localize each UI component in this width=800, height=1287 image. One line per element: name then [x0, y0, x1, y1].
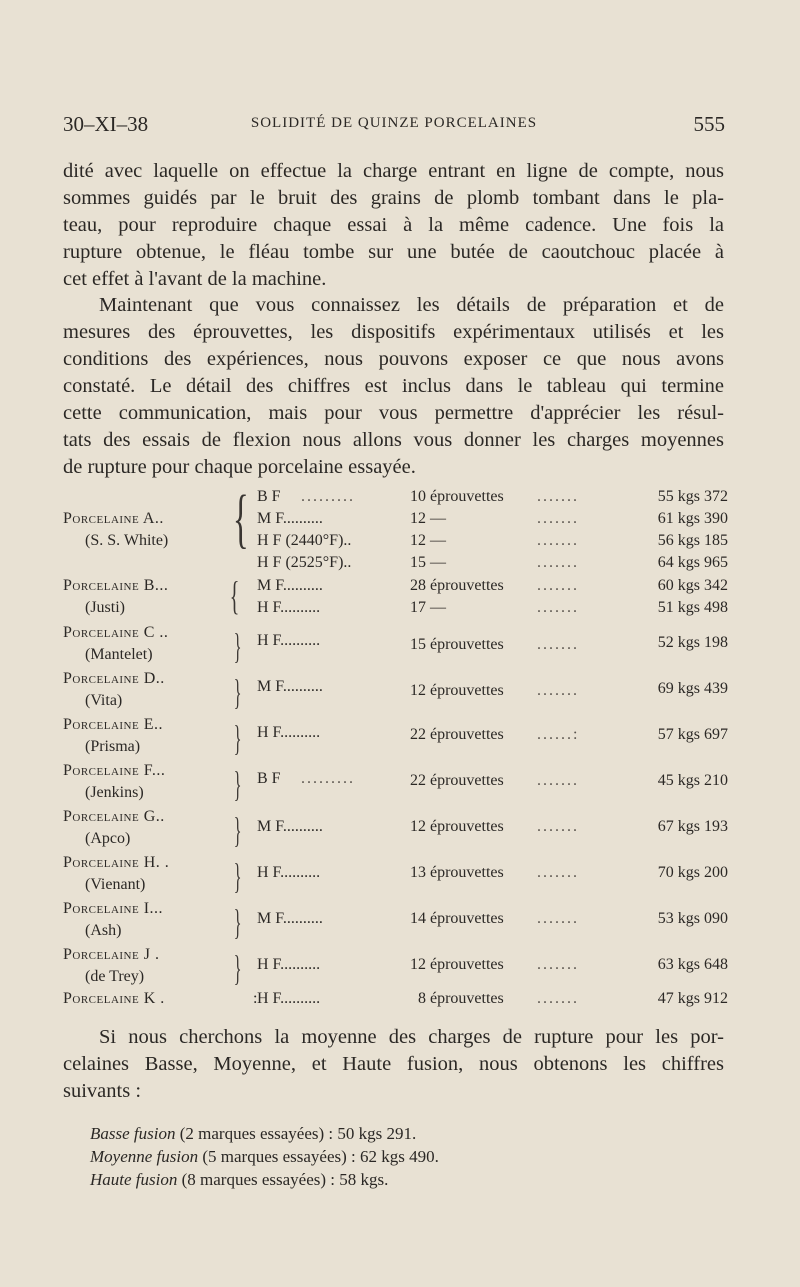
dot-leader: .......: [537, 532, 579, 549]
load-result: 56 kgs 185: [657, 532, 728, 549]
dot-leader: .......: [537, 682, 579, 699]
table-row: [63, 714, 728, 760]
specimen-count: 10 éprouvettes: [410, 488, 504, 505]
specimen-count: 22 éprouvettes: [410, 772, 504, 789]
text-line: celaines Basse, Moyenne, et Haute fusion, nous obtenons les chiffres: [63, 1053, 724, 1075]
average-value: (8 marques essayées) : 58 kgs.: [181, 1170, 389, 1189]
porcelain-maker: (Apco): [85, 830, 131, 847]
text-line: teau, pour reproduire chaque essai à la même cadence. Une fois la: [63, 214, 724, 236]
brace-b: {: [229, 573, 240, 618]
brace-icon: }: [233, 672, 242, 712]
porcelain-maker: (Jenkins): [85, 784, 144, 801]
specimen-count: 15 —: [410, 554, 446, 571]
table-row: [63, 668, 728, 714]
table-row: [63, 852, 728, 898]
text-line: Maintenant que vous connaissez les détails de préparation et de: [99, 294, 724, 316]
dot-leader: .......: [537, 636, 579, 653]
specimen-count: 14 éprouvettes: [410, 910, 504, 927]
dot-leader: .......: [537, 554, 579, 571]
running-header: [63, 112, 725, 140]
brace-icon: }: [233, 810, 242, 850]
brace-icon: }: [233, 856, 242, 896]
average-line: [90, 1145, 439, 1168]
porcelain-maker: (Vienant): [85, 876, 146, 893]
porcelain-maker: (Ash): [85, 922, 122, 939]
text-line: Si nous cherchons la moyenne des charges de rupture pour les por-: [99, 1026, 724, 1048]
paragraph-1: [63, 158, 724, 293]
porcelain-name: Porcelaine A..: [63, 510, 164, 527]
dot-leader: .......: [537, 772, 579, 789]
porcelain-maker: (Mantelet): [85, 646, 153, 663]
text-line: cette communication, mais pour vous permettre d'apprécier les résul-: [63, 402, 724, 424]
dot-leader: .......: [537, 910, 579, 927]
colon-separator: :: [253, 990, 258, 1007]
table-row: [63, 508, 728, 530]
page-number: 555: [693, 112, 725, 136]
specimen-count: 15 éprouvettes: [410, 636, 504, 653]
table-row: [63, 806, 728, 852]
text-line: suivants :: [63, 1080, 142, 1102]
fusion-code: H F..........: [257, 990, 321, 1007]
dot-leader: .......: [537, 599, 579, 616]
load-result: 55 kgs 372: [657, 488, 728, 505]
table-row: [63, 898, 728, 944]
load-result: 67 kgs 193: [657, 818, 728, 835]
load-result: 69 kgs 439: [657, 680, 728, 697]
specimen-count: 22 éprouvettes: [410, 726, 504, 743]
porcelain-name: Porcelaine E..: [63, 716, 163, 733]
average-line: [90, 1168, 388, 1191]
fusion-code: H F (2525°F)..: [257, 554, 352, 571]
brace-a: {: [232, 482, 249, 555]
specimen-count: 12 —: [410, 532, 446, 549]
table-row: [63, 597, 728, 619]
fusion-code: H F..........: [257, 724, 321, 741]
text-line: sommes guidés par le bruit des grains de plomb tombant dans le pla-: [63, 187, 724, 209]
text-line: dité avec laquelle on effectue la charge entrant en ligne de compte, nous: [63, 160, 724, 182]
specimen-count: 12 —: [410, 510, 446, 527]
brace-icon: }: [233, 948, 242, 988]
porcelain-name: Porcelaine I...: [63, 900, 164, 917]
table-row: [63, 530, 728, 552]
porcelain-name: Porcelaine H. .: [63, 854, 170, 871]
dot-leader: ......:: [537, 726, 580, 743]
text-line: tats des essais de flexion nous allons vous donner les charges moyennes: [63, 429, 724, 451]
load-result: 52 kgs 198: [657, 634, 728, 651]
specimen-count: 12 éprouvettes: [410, 956, 504, 973]
average-label: Moyenne fusion: [90, 1147, 199, 1166]
fusion-code: H F..........: [257, 632, 321, 649]
fusion-code: B F: [257, 488, 281, 505]
load-result: 61 kgs 390: [657, 510, 728, 527]
specimen-count: 12 éprouvettes: [410, 818, 504, 835]
dot-leader: .......: [537, 488, 579, 505]
average-label: Basse fusion: [90, 1124, 176, 1143]
specimen-count: 13 éprouvettes: [410, 864, 504, 881]
load-result: 47 kgs 912: [657, 990, 728, 1007]
fusion-code: H F..........: [257, 956, 321, 973]
dot-leader: .........: [301, 488, 355, 505]
fusion-code: M F..........: [257, 910, 323, 927]
text-line: rupture obtenue, le fléau tombe sur une butée de caoutchouc placée à: [63, 241, 724, 263]
porcelain-maker: (Prisma): [85, 738, 141, 755]
porcelain-name: Porcelaine D..: [63, 670, 165, 687]
porcelain-name: Porcelaine B...: [63, 577, 169, 594]
porcelain-name: Porcelaine J .: [63, 946, 160, 963]
porcelain-maker: (S. S. White): [85, 532, 169, 549]
fusion-code: H F (2440°F)..: [257, 532, 352, 549]
load-result: 63 kgs 648: [657, 956, 728, 973]
text-line: mesures des éprouvettes, les dispositifs expérimentaux utilisés et les: [63, 321, 724, 343]
specimen-count: 28 éprouvettes: [410, 577, 504, 594]
load-result: 57 kgs 697: [657, 726, 728, 743]
table-row: [63, 988, 728, 1010]
porcelain-name: Porcelaine G..: [63, 808, 165, 825]
table-row: [63, 575, 728, 597]
brace-icon: }: [233, 902, 242, 942]
average-line: [90, 1122, 416, 1145]
dot-leader: .........: [301, 770, 355, 787]
paragraph-3: [63, 1024, 724, 1105]
porcelain-maker: (Justi): [85, 599, 125, 616]
load-result: 70 kgs 200: [657, 864, 728, 881]
specimen-count: 17 —: [410, 599, 446, 616]
table-row: [63, 944, 728, 990]
fusion-code: M F..........: [257, 678, 323, 695]
dot-leader: .......: [537, 864, 579, 881]
specimen-count: 12 éprouvettes: [410, 682, 504, 699]
load-result: 45 kgs 210: [657, 772, 728, 789]
dot-leader: .......: [537, 510, 579, 527]
porcelain-maker: (de Trey): [85, 968, 145, 985]
fusion-code: H F..........: [257, 864, 321, 881]
average-value: (5 marques essayées) : 62 kgs 490.: [202, 1147, 439, 1166]
load-result: 64 kgs 965: [657, 554, 728, 571]
load-result: 60 kgs 342: [657, 577, 728, 594]
text-line: de rupture pour chaque porcelaine essayée.: [63, 456, 416, 478]
dot-leader: .......: [537, 990, 579, 1007]
dot-leader: .......: [537, 577, 579, 594]
porcelain-name: Porcelaine C ..: [63, 624, 169, 641]
table-row: [63, 760, 728, 806]
dot-leader: .......: [537, 956, 579, 973]
brace-icon: }: [233, 626, 242, 666]
porcelain-name: Porcelaine F...: [63, 762, 166, 779]
load-result: 51 kgs 498: [657, 599, 728, 616]
porcelain-name: Porcelaine K .: [63, 990, 165, 1007]
paragraph-2: [63, 292, 724, 481]
header-title: SOLIDITÉ DE QUINZE PORCELAINES: [250, 115, 538, 131]
porcelain-maker: (Vita): [85, 692, 123, 709]
header-date: 30–XI–38: [63, 112, 149, 136]
fusion-code: M F..........: [257, 818, 323, 835]
table-row: [63, 552, 728, 574]
fusion-code: M F..........: [257, 510, 323, 527]
brace-icon: }: [233, 764, 242, 804]
average-label: Haute fusion: [90, 1170, 178, 1189]
specimen-count: 8 éprouvettes: [418, 990, 504, 1007]
brace-icon: }: [233, 718, 242, 758]
table-row: [63, 622, 728, 668]
fusion-code: M F..........: [257, 577, 323, 594]
text-line: constaté. Le détail des chiffres est inclus dans le tableau qui termine: [63, 375, 724, 397]
fusion-code: B F: [257, 770, 281, 787]
load-result: 53 kgs 090: [657, 910, 728, 927]
table-row: [63, 486, 728, 508]
average-value: (2 marques essayées) : 50 kgs 291.: [179, 1124, 417, 1143]
fusion-code: H F..........: [257, 599, 321, 616]
text-line: cet effet à l'avant de la machine.: [63, 268, 327, 290]
text-line: conditions des expériences, nous pouvons exposer ce que nous avons: [63, 348, 724, 370]
dot-leader: .......: [537, 818, 579, 835]
